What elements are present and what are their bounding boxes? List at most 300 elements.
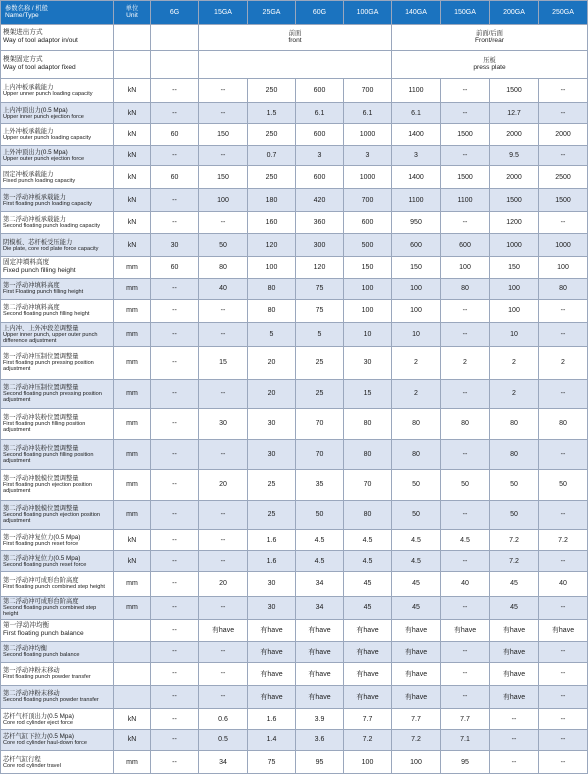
value-cell: -- xyxy=(539,685,588,709)
value-cell: 7.7 xyxy=(441,709,490,729)
param-name-en: Die plate, core rod plate force capacity xyxy=(3,245,99,252)
value-cell: 35 xyxy=(296,469,344,500)
value-cell: -- xyxy=(199,300,248,323)
value-cell: 4.5 xyxy=(392,529,441,550)
param-name-en: Core rod cylinder travel xyxy=(3,762,61,769)
value-cell: -- xyxy=(199,596,248,620)
merged-value-en: front xyxy=(288,36,302,44)
value-cell: -- xyxy=(151,685,199,709)
value-cell: -- xyxy=(539,709,588,729)
value-cell: 75 xyxy=(296,278,344,299)
param-name-zh: 模架进出方式 xyxy=(3,29,43,37)
header-model: 60G xyxy=(296,1,344,25)
value-cell: 30 xyxy=(248,408,296,439)
value-cell: 150 xyxy=(490,257,539,278)
value-cell: 50 xyxy=(441,469,490,500)
value-cell: 1000 xyxy=(490,234,539,257)
value-cell: 有have xyxy=(248,620,296,641)
value-cell: 有have xyxy=(296,620,344,641)
value-cell: 30 xyxy=(248,596,296,620)
value-cell: 25 xyxy=(248,500,296,529)
value-cell: 25 xyxy=(296,379,344,408)
value-cell: 30 xyxy=(199,408,248,439)
unit-cell: mm xyxy=(114,257,151,278)
value-cell: -- xyxy=(151,596,199,620)
table-row xyxy=(1,211,588,234)
value-cell: 80 xyxy=(344,439,392,469)
param-name-zh: 第二浮动冲可成形台阶高度 xyxy=(3,598,79,606)
value-cell: 80 xyxy=(344,408,392,439)
value-cell: -- xyxy=(151,551,199,571)
param-name-en: Upper outer punch ejection force xyxy=(3,156,85,163)
value-cell: 34 xyxy=(296,571,344,596)
value-cell: -- xyxy=(151,300,199,323)
value-cell: -- xyxy=(539,551,588,571)
param-name-cell xyxy=(1,347,114,379)
value-cell: 2000 xyxy=(490,165,539,189)
value-cell: 1100 xyxy=(392,189,441,212)
value-cell: 45 xyxy=(392,596,441,620)
value-cell: 有have xyxy=(248,641,296,662)
merged-value-zh: 前面/后面 xyxy=(476,29,503,37)
value-cell: 有have xyxy=(248,663,296,686)
value-cell: -- xyxy=(441,78,490,103)
value-cell: -- xyxy=(199,78,248,103)
param-name-cell xyxy=(1,685,114,709)
table-row xyxy=(1,469,588,500)
value-cell: 25 xyxy=(296,347,344,379)
merged-value-en: press plate xyxy=(473,63,506,71)
unit-cell: mm xyxy=(114,300,151,323)
value-cell: 20 xyxy=(199,469,248,500)
header-model: 100GA xyxy=(344,1,392,25)
value-cell: 50 xyxy=(296,500,344,529)
value-cell: 950 xyxy=(392,211,441,234)
header-name-en: Name/Type xyxy=(5,12,39,19)
value-cell: 600 xyxy=(296,123,344,146)
header-name-zh: 参数名称 / 机般 xyxy=(5,5,49,12)
param-name-cell xyxy=(1,596,114,620)
table-row xyxy=(1,729,588,750)
param-name-zh: 第一浮动冲均衡 xyxy=(3,622,50,630)
value-cell: 3 xyxy=(344,146,392,165)
header-unit-en: Unit xyxy=(126,12,138,19)
value-cell: 有have xyxy=(490,641,539,662)
table-row xyxy=(1,257,588,278)
value-cell: 1500 xyxy=(539,189,588,212)
value-cell: -- xyxy=(539,663,588,686)
unit-cell xyxy=(114,25,151,51)
value-cell: 70 xyxy=(296,439,344,469)
param-name-zh: 固定冲填料高度 xyxy=(3,259,50,267)
value-cell: 100 xyxy=(344,300,392,323)
value-cell: 1100 xyxy=(392,78,441,103)
param-name-cell xyxy=(1,663,114,686)
value-cell: -- xyxy=(539,300,588,323)
param-name-zh: 上外冲顶出力(0.5 Mpa) xyxy=(3,149,68,157)
value-cell: 60 xyxy=(151,257,199,278)
table-row xyxy=(1,500,588,529)
param-name-en: First floating punch powder transfer xyxy=(3,674,91,681)
value-cell: -- xyxy=(441,146,490,165)
value-cell: -- xyxy=(441,300,490,323)
value-cell: 有have xyxy=(490,685,539,709)
value-cell: -- xyxy=(539,211,588,234)
value-cell: 75 xyxy=(296,300,344,323)
header-model: 140GA xyxy=(392,1,441,25)
value-cell: -- xyxy=(539,78,588,103)
param-name-en: Fixed punch filling height xyxy=(3,267,76,275)
value-cell: -- xyxy=(490,751,539,774)
value-cell: 80 xyxy=(441,278,490,299)
param-name-en: Upper inner punch ejection force xyxy=(3,113,84,120)
value-cell: 50 xyxy=(539,469,588,500)
value-cell: 100 xyxy=(539,257,588,278)
value-cell: 有have xyxy=(490,663,539,686)
value-cell: -- xyxy=(151,278,199,299)
value-cell: 有have xyxy=(441,620,490,641)
param-name-cell xyxy=(1,103,114,123)
table-row xyxy=(1,25,588,51)
value-cell: 有have xyxy=(296,685,344,709)
value-cell: 50 xyxy=(490,500,539,529)
param-name-cell xyxy=(1,551,114,571)
unit-cell: mm xyxy=(114,751,151,774)
unit-cell: mm xyxy=(114,379,151,408)
value-cell: -- xyxy=(151,709,199,729)
value-cell: 2 xyxy=(392,347,441,379)
value-cell: 600 xyxy=(392,234,441,257)
table-row xyxy=(1,347,588,379)
value-cell: -- xyxy=(539,439,588,469)
param-name-cell xyxy=(1,571,114,596)
param-name-cell xyxy=(1,278,114,299)
value-cell: -- xyxy=(151,379,199,408)
param-name-cell xyxy=(1,709,114,729)
param-name-en: Way of tool adaptor fixed xyxy=(3,64,76,72)
param-name-en: Upper unner punch loading capacity xyxy=(3,91,93,98)
value-cell: -- xyxy=(539,729,588,750)
param-name-cell xyxy=(1,300,114,323)
value-cell: -- xyxy=(199,146,248,165)
spec-body xyxy=(1,25,588,774)
value-cell: 160 xyxy=(248,211,296,234)
param-name-en: Core rod cylinder haul-down force xyxy=(3,740,87,747)
value-cell: 34 xyxy=(199,751,248,774)
merged-value-cell xyxy=(199,25,392,51)
value-cell: 45 xyxy=(490,571,539,596)
table-row xyxy=(1,146,588,165)
value-cell: 20 xyxy=(248,347,296,379)
value-cell: 有have xyxy=(539,620,588,641)
table-row xyxy=(1,50,588,78)
value-cell: -- xyxy=(199,500,248,529)
param-name-en: Upper outer punch loading capacity xyxy=(3,135,92,142)
merged-value-cell xyxy=(392,25,588,51)
value-cell: 0.7 xyxy=(248,146,296,165)
value-cell: 150 xyxy=(199,123,248,146)
value-cell: -- xyxy=(151,641,199,662)
header-row xyxy=(1,1,588,25)
value-cell: 有have xyxy=(392,641,441,662)
value-cell: 30 xyxy=(344,347,392,379)
value-cell: 7.2 xyxy=(392,729,441,750)
merged-value-cell xyxy=(151,25,199,51)
table-row xyxy=(1,529,588,550)
param-name-zh: 上外冲板承载能力 xyxy=(3,128,54,136)
value-cell: 1400 xyxy=(392,165,441,189)
value-cell: -- xyxy=(539,103,588,123)
table-row xyxy=(1,551,588,571)
value-cell: -- xyxy=(441,103,490,123)
table-row xyxy=(1,751,588,774)
param-name-cell xyxy=(1,751,114,774)
param-name-zh: 第一浮动冲装粉位置调整量 xyxy=(3,414,79,422)
table-row xyxy=(1,322,588,347)
unit-cell: mm xyxy=(114,408,151,439)
value-cell: 100 xyxy=(392,300,441,323)
param-name-en: Second floating punch pressing position adjustment xyxy=(3,391,102,404)
param-name-en: Way of tool adaptor in/out xyxy=(3,37,78,45)
value-cell: 1000 xyxy=(344,123,392,146)
value-cell: 1100 xyxy=(441,189,490,212)
value-cell: 7.7 xyxy=(392,709,441,729)
value-cell: 25 xyxy=(248,469,296,500)
param-name-en: First floating punch balance xyxy=(3,630,84,638)
value-cell: 5 xyxy=(248,322,296,347)
param-name-cell xyxy=(1,379,114,408)
value-cell: 50 xyxy=(199,234,248,257)
value-cell: 7.7 xyxy=(344,709,392,729)
header-model: 25GA xyxy=(248,1,296,25)
value-cell: 80 xyxy=(539,278,588,299)
unit-cell: mm xyxy=(114,571,151,596)
param-name-zh: 芯杆气缸下拉力(0.5 Mpa) xyxy=(3,733,75,741)
value-cell: 50 xyxy=(392,500,441,529)
param-name-en: Second floating punch powder transfer xyxy=(3,697,99,704)
param-name-zh: 第一浮动冲板承载能力 xyxy=(3,193,66,201)
value-cell: 150 xyxy=(199,165,248,189)
value-cell: 4.5 xyxy=(296,529,344,550)
value-cell: -- xyxy=(539,641,588,662)
value-cell: 有have xyxy=(392,685,441,709)
value-cell: -- xyxy=(151,729,199,750)
value-cell: 100 xyxy=(344,751,392,774)
param-name-cell xyxy=(1,620,114,641)
param-name-en: First floating punch pressing position adjustment xyxy=(3,360,94,373)
value-cell: 120 xyxy=(296,257,344,278)
value-cell: 250 xyxy=(248,123,296,146)
param-name-en: First floating punch reset force xyxy=(3,540,79,547)
value-cell: 1.4 xyxy=(248,729,296,750)
value-cell: 4.5 xyxy=(441,529,490,550)
value-cell: 4.5 xyxy=(344,529,392,550)
value-cell: -- xyxy=(151,103,199,123)
value-cell: 3.9 xyxy=(296,709,344,729)
param-name-cell xyxy=(1,234,114,257)
value-cell: 1.6 xyxy=(248,551,296,571)
value-cell: -- xyxy=(441,379,490,408)
value-cell: -- xyxy=(151,620,199,641)
value-cell: 80 xyxy=(199,257,248,278)
value-cell: 0.6 xyxy=(199,709,248,729)
param-name-en: Second floating punch balance xyxy=(3,652,80,659)
value-cell: 50 xyxy=(392,469,441,500)
value-cell: -- xyxy=(441,211,490,234)
merged-value-cell xyxy=(151,50,199,78)
value-cell: -- xyxy=(441,322,490,347)
value-cell: 7.2 xyxy=(539,529,588,550)
param-name-zh: 第二浮动冲脱模位置调整量 xyxy=(3,505,79,513)
value-cell: 100 xyxy=(392,751,441,774)
value-cell: -- xyxy=(199,322,248,347)
value-cell: 95 xyxy=(441,751,490,774)
value-cell: -- xyxy=(151,322,199,347)
value-cell: -- xyxy=(151,663,199,686)
table-row xyxy=(1,379,588,408)
value-cell: -- xyxy=(151,189,199,212)
param-name-zh: 第一浮动冲压制位置调整量 xyxy=(3,353,79,361)
unit-cell xyxy=(114,641,151,662)
param-name-zh: 第二浮动冲装粉位置调整量 xyxy=(3,444,79,452)
value-cell: 300 xyxy=(296,234,344,257)
value-cell: 有have xyxy=(392,620,441,641)
param-name-cell xyxy=(1,211,114,234)
value-cell: -- xyxy=(151,439,199,469)
header-model: 6G xyxy=(151,1,199,25)
param-name-en: Second floating punch combined step height xyxy=(3,605,97,618)
value-cell: -- xyxy=(151,146,199,165)
unit-cell: kN xyxy=(114,123,151,146)
value-cell: -- xyxy=(151,751,199,774)
value-cell: -- xyxy=(151,529,199,550)
value-cell: 80 xyxy=(392,439,441,469)
param-name-cell xyxy=(1,322,114,347)
value-cell: 250 xyxy=(248,78,296,103)
table-row xyxy=(1,278,588,299)
param-name-zh: 第二浮动冲复位力(0.5 Mpa) xyxy=(3,554,81,562)
value-cell: 0.5 xyxy=(199,729,248,750)
value-cell: 100 xyxy=(248,257,296,278)
value-cell: 2 xyxy=(490,347,539,379)
value-cell: 有have xyxy=(248,685,296,709)
value-cell: 100 xyxy=(199,189,248,212)
value-cell: -- xyxy=(199,439,248,469)
value-cell: 6.1 xyxy=(344,103,392,123)
value-cell: 45 xyxy=(344,571,392,596)
table-row xyxy=(1,571,588,596)
header-model: 200GA xyxy=(490,1,539,25)
unit-cell: mm xyxy=(114,322,151,347)
table-row xyxy=(1,709,588,729)
value-cell: 100 xyxy=(344,278,392,299)
param-name-cell xyxy=(1,146,114,165)
value-cell: 3 xyxy=(392,146,441,165)
value-cell: -- xyxy=(441,663,490,686)
value-cell: -- xyxy=(199,685,248,709)
value-cell: 1500 xyxy=(490,78,539,103)
param-name-en: First Floating punch filling height xyxy=(3,289,84,296)
table-row xyxy=(1,300,588,323)
param-name-zh: 第二浮动冲均衡 xyxy=(3,645,48,653)
value-cell: 250 xyxy=(248,165,296,189)
value-cell: 100 xyxy=(490,300,539,323)
param-name-zh: 芯杆气杆顶出力(0.5 Mpa) xyxy=(3,712,75,720)
unit-cell xyxy=(114,50,151,78)
param-name-zh: 固定冲板承载能力 xyxy=(3,170,54,178)
param-name-en: Upper inner punch, upper outer punch difference adjustment xyxy=(3,331,98,344)
value-cell: 1000 xyxy=(539,234,588,257)
value-cell: 600 xyxy=(296,78,344,103)
unit-cell: kN xyxy=(114,551,151,571)
value-cell: 360 xyxy=(296,211,344,234)
merged-value-en: Front/rear xyxy=(475,36,504,44)
value-cell: 600 xyxy=(441,234,490,257)
value-cell: 100 xyxy=(392,278,441,299)
param-name-zh: 上内冲、上外冲段差调整量 xyxy=(3,324,79,332)
unit-cell: kN xyxy=(114,146,151,165)
value-cell: -- xyxy=(151,500,199,529)
param-name-zh: 第一浮动冲粉末移动 xyxy=(3,667,60,675)
unit-cell: mm xyxy=(114,500,151,529)
value-cell: 15 xyxy=(199,347,248,379)
param-name-zh: 上内冲顶出力(0.5 Mpa) xyxy=(3,106,68,114)
value-cell: 4.5 xyxy=(296,551,344,571)
value-cell: -- xyxy=(151,78,199,103)
value-cell: 700 xyxy=(344,78,392,103)
value-cell: 有have xyxy=(490,620,539,641)
table-row xyxy=(1,439,588,469)
value-cell: 15 xyxy=(344,379,392,408)
value-cell: 80 xyxy=(490,408,539,439)
value-cell: 95 xyxy=(296,751,344,774)
merged-value-cell xyxy=(199,50,392,78)
unit-cell: mm xyxy=(114,278,151,299)
value-cell: 70 xyxy=(296,408,344,439)
table-row xyxy=(1,189,588,212)
value-cell: 150 xyxy=(392,257,441,278)
table-row xyxy=(1,620,588,641)
value-cell: 4.5 xyxy=(392,551,441,571)
value-cell: 1.6 xyxy=(248,529,296,550)
value-cell: 9.5 xyxy=(490,146,539,165)
param-name-cell xyxy=(1,641,114,662)
param-name-zh: 第一浮动冲填料高度 xyxy=(3,282,60,290)
value-cell: 2000 xyxy=(539,123,588,146)
unit-cell: kN xyxy=(114,709,151,729)
value-cell: 1500 xyxy=(441,123,490,146)
table-row xyxy=(1,663,588,686)
value-cell: 3.6 xyxy=(296,729,344,750)
value-cell: -- xyxy=(151,408,199,439)
value-cell: 1400 xyxy=(392,123,441,146)
param-name-en: First floating punch ejection position adjustment xyxy=(3,482,92,495)
value-cell: -- xyxy=(199,641,248,662)
value-cell: 有have xyxy=(392,663,441,686)
param-name-en: Second floating punch ejection position adjustment xyxy=(3,512,101,525)
value-cell: 6.1 xyxy=(392,103,441,123)
param-name-en: Second floating punch loading capacity xyxy=(3,223,101,230)
param-name-en: First floating punch loading capacity xyxy=(3,200,92,207)
unit-cell xyxy=(114,620,151,641)
unit-cell xyxy=(114,663,151,686)
value-cell: -- xyxy=(490,709,539,729)
value-cell: 1000 xyxy=(344,165,392,189)
unit-cell: kN xyxy=(114,165,151,189)
value-cell: -- xyxy=(539,596,588,620)
value-cell: 有have xyxy=(344,663,392,686)
value-cell: -- xyxy=(490,729,539,750)
